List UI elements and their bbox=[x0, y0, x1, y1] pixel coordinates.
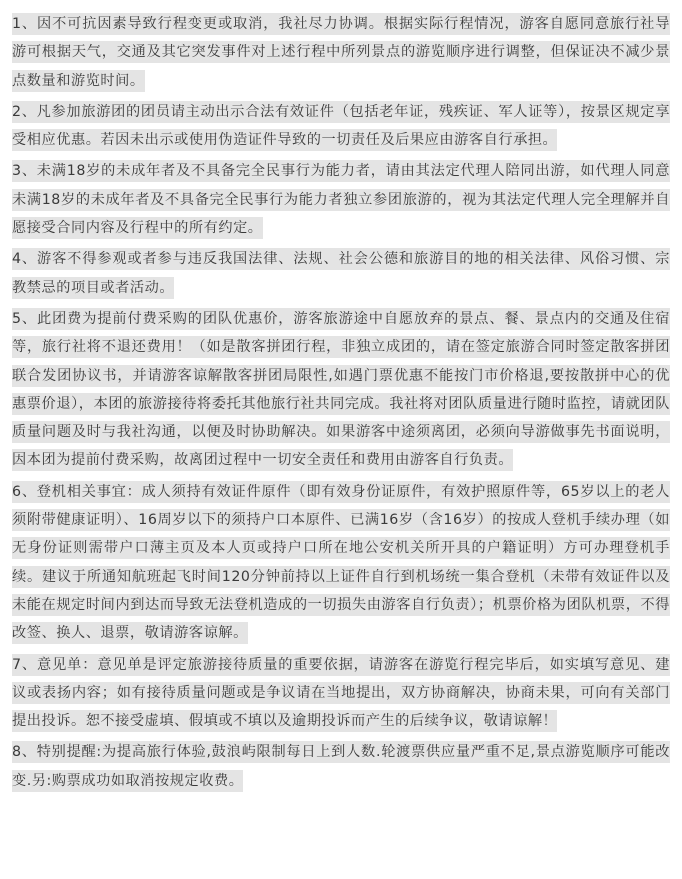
note-3-text: 3、未满18岁的未成年者及不具备完全民事行为能力者，请由其法定代理人陪同出游，如代理人同意未满18岁的未成年者及不具备完全民事行为能力者独立参团旅游的，视为其法定代理人完全理解并自愿接受合同内容及行程中的所有约定。 bbox=[12, 160, 670, 239]
note-2-text: 2、凡参加旅游团的团员请主动出示合法有效证件（包括老年证，残疾证、军人证等），按景区规定享受相应优惠。若因未出示或使用伪造证件导致的一切责任及后果应由游客自行承担。 bbox=[12, 101, 670, 151]
note-1-text: 1、因不可抗因素导致行程变更或取消，我社尽力协调。根据实际行程情况，游客自愿同意旅行社导游可根据天气，交通及其它突发事件对上述行程中所列景点的游览顺序进行调整，但保证决不减少景点数量和游览时间。 bbox=[12, 13, 670, 92]
note-5 bbox=[12, 305, 670, 475]
note-3 bbox=[12, 157, 670, 242]
note-8-text: 8、特别提醒:为提高旅行体验,鼓浪屿限制每日上到人数.轮渡票供应量严重不足,景点游览顺序可能改变.另:购票成功如取消按规定收费。 bbox=[12, 741, 670, 791]
note-7 bbox=[12, 651, 670, 736]
note-8 bbox=[12, 738, 670, 795]
note-2 bbox=[12, 98, 670, 155]
note-7-text: 7、意见单：意见单是评定旅游接待质量的重要依据，请游客在游览行程完毕后，如实填写意见、建议或表扬内容；如有接待质量问题或是争议请在当地提出，双方协商解决，协商未果，可向有关部门提出投诉。恕不接受虚填、假填或不填以及逾期投诉而产生的后续争议，敬请谅解！ bbox=[12, 654, 670, 733]
note-4-text: 4、游客不得参观或者参与违反我国法律、法规、社会公德和旅游目的地的相关法律、风俗习惯、宗教禁忌的项目或者活动。 bbox=[12, 248, 670, 298]
note-4 bbox=[12, 245, 670, 302]
note-1 bbox=[12, 10, 670, 95]
note-5-text: 5、此团费为提前付费采购的团队优惠价，游客旅游途中自愿放弃的景点、餐、景点内的交通及住宿等，旅行社将不退还费用！（如是散客拼团行程，非独立成团的，请在签定旅游合同时签定散客拼团联合发团协议书，并请游客谅解散客拼团局限性,如遇门票优惠不能按门市价格退,要按散拼中心的优惠票价退），本团的旅游接待将委托其他旅行社共同完成。我社将对团队质量进行随时监控，请就团队质量问题及时与我社沟通，以便及时协助解决。如果游客中途须离团，必须向导游做事先书面说明，因本团为提前付费采购，故离团过程中一切安全责任和费用由游客自行负责。 bbox=[12, 308, 670, 471]
note-6-text: 6、登机相关事宜：成人须持有效证件原件（即有效身份证原件，有效护照原件等，65岁以上的老人须附带健康证明）、16周岁以下的须持户口本原件、已满16岁（含16岁）的按成人登机手续办理（如无身份证则需带户口薄主页及本人页或持户口所在地公安机关所开具的户籍证明）方可办理登机手续。建议于所通知航班起飞时间120分钟前持以上证件自行到机场统一集合登机（未带有效证件以及未能在规定时间内到达而导致无法登机造成的一切损失由游客自行负责）；机票价格为团队机票，不得改签、换人、退票，敬请游客谅解。 bbox=[12, 481, 670, 644]
note-6 bbox=[12, 478, 670, 648]
